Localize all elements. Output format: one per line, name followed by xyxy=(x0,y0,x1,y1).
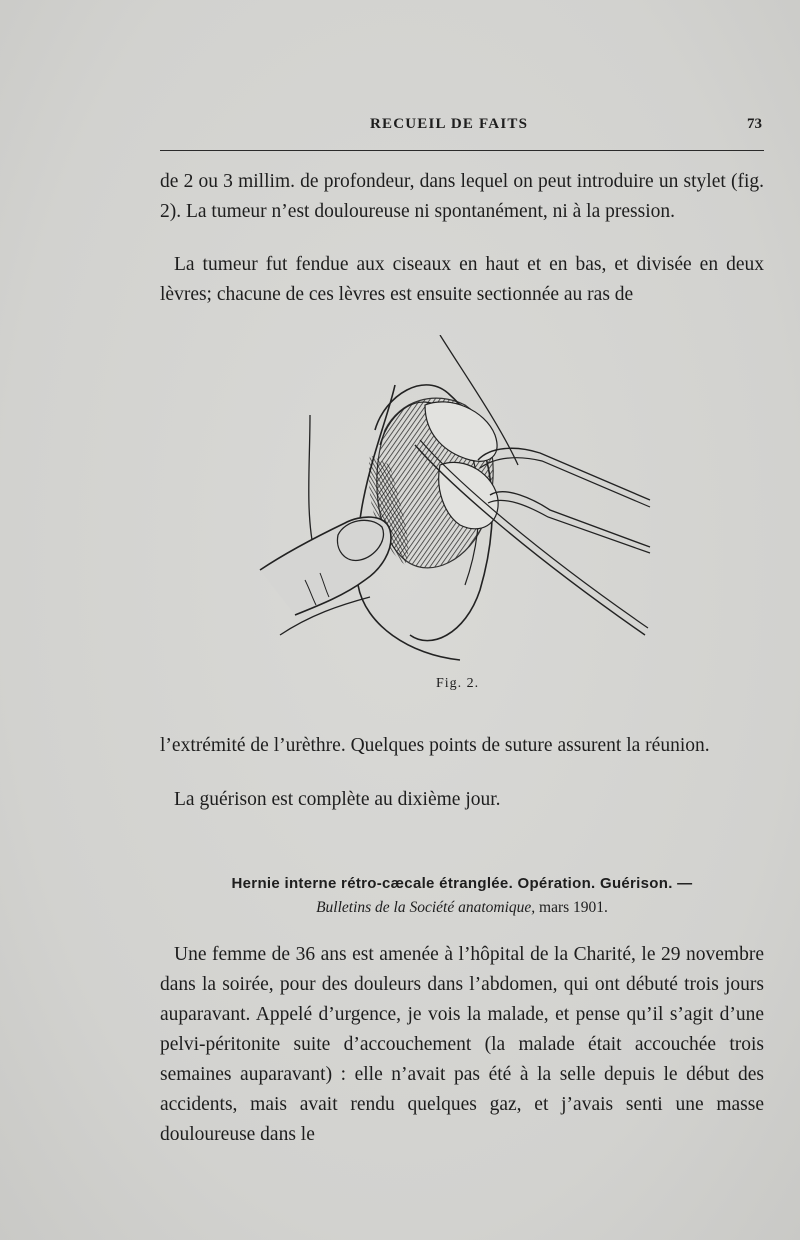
paragraph-5-text: Une femme de 36 ans est amenée à l’hôpital de la Charité, le 29 novembre dans la soirée, pour des douleurs dans l’abdomen, qui ont débuté trois jours auparavant. Appelé d’urgence, je vois la malade, et pense qu’il s’agit d’une pelvi-péritonite suite d’accouchement (la malade était accouchée trois semaines auparavant) : elle n’avait pas été à la selle depuis le début des accidents, mais avait rendu quelques gaz, et j’avais senti une masse douloureuse dans le xyxy=(160,944,764,1145)
paragraph-4 xyxy=(160,785,764,815)
figure-caption: Fig. 2. xyxy=(436,676,480,691)
case-title: Hernie interne rétro-cæcale étranglée. Opération. Guérison. — xyxy=(231,875,693,892)
case-source xyxy=(160,899,764,917)
paragraph-3: l’extrémité de l’urèthre. Quelques points de suture assurent la réunion. xyxy=(160,735,710,756)
paragraph-1: de 2 ou 3 millim. de profondeur, dans lequel on peut introduire un stylet (fig. 2). La tumeur n’est douloureuse ni spontanément, ni à la pression. xyxy=(160,171,764,222)
paragraph-4-text: La guérison est complète au dixième jour. xyxy=(174,789,501,810)
page-number: 73 xyxy=(747,116,762,132)
source-date: mars 1901. xyxy=(539,899,608,916)
running-head: RECUEIL DE FAITS xyxy=(370,116,529,132)
source-journal: Bulletins de la Société anatomique, xyxy=(316,899,536,916)
paragraph-2-text: La tumeur fut fendue aux ciseaux en haut et en bas, et divisée en deux lèvres; chacune de ces lèvres est ensuite sectionnée au ras de xyxy=(160,254,764,305)
page-header xyxy=(160,114,764,140)
forceps-lower xyxy=(490,492,650,547)
finger xyxy=(260,517,391,615)
paragraph-5 xyxy=(160,940,764,1150)
header-rule xyxy=(160,150,764,151)
figure-2-illustration xyxy=(250,335,670,665)
paragraph-2 xyxy=(160,250,764,310)
